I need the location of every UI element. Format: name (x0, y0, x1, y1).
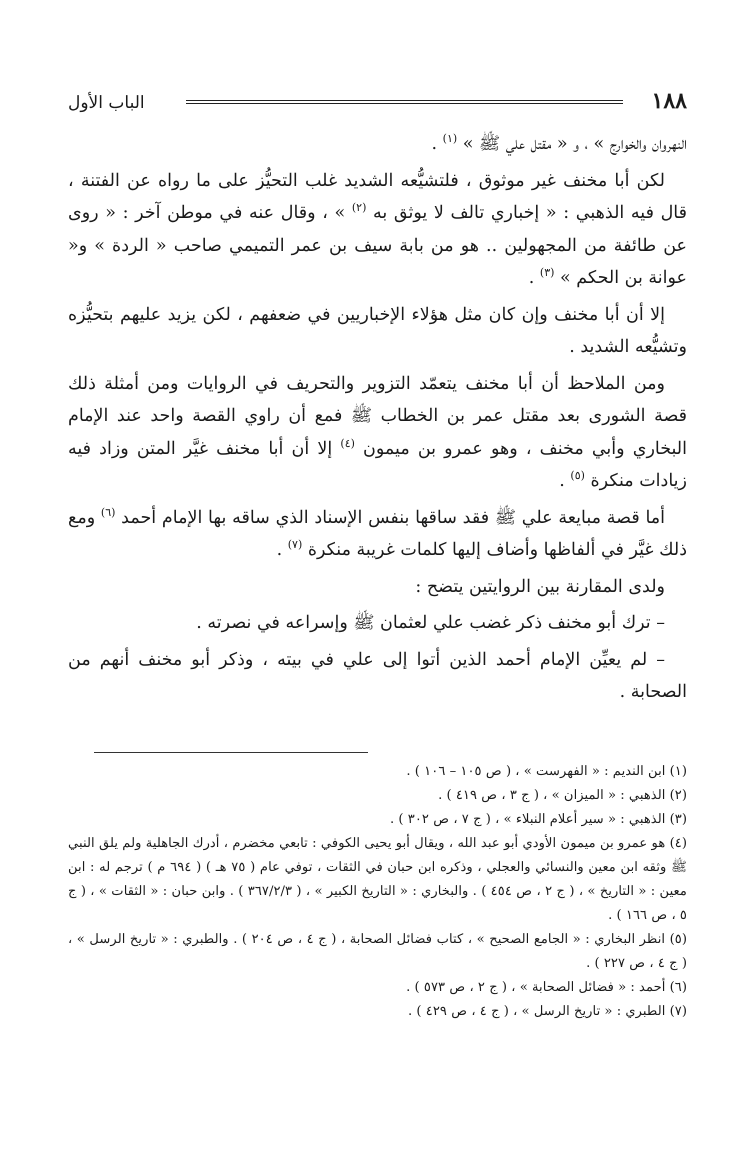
footnote-1: (١) ابن النديم : « الفهرست » ، ( ص ١٠٥ – ١٠٦ ) . (406, 764, 687, 779)
list-item-1: – ترك أبو مخنف ذكر غضب علي لعثمان ﷺ وإسراعه في نصرته . (196, 613, 665, 633)
footnote-ref-7: (٧) (287, 538, 303, 552)
chapter-title: الباب الأول (68, 93, 145, 113)
paragraph-1 (68, 128, 687, 161)
text-run: . (559, 471, 571, 491)
running-header (68, 86, 687, 120)
text-run: لكن أبا مخنف غير موثوق ، فلتشيُّعه الشديد غلب التحيُّز على ما رواه عن الفتنة ، قال فيه الذهبي : « إخباري تالف لا يوثق به (68, 170, 687, 223)
paragraph-5 (68, 502, 687, 567)
text-run: أما قصة مبايعة علي ﷺ فقد ساقها بنفس الإسناد الذي ساقه بها الإمام أحمد (115, 507, 666, 528)
paragraph-3 (68, 299, 687, 364)
footnote-5: (٥) انظر البخاري : « الجامع الصحيح » ، كتاب فضائل الصحابة ، ( ج ٤ ، ص ٢٠٤ ) . والطبري : « تاريخ الرسل » ، ( ج ٤ ، ص ٢٢٧ ) . (68, 932, 687, 971)
footnote-ref-4: (٤) (340, 436, 355, 450)
paragraph-6: ولدى المقارنة بين الروايتين يتضح : (415, 576, 665, 597)
paragraph-4 (68, 368, 687, 498)
list-item-2: – لم يعيِّن الإمام أحمد الذين أتوا إلى علي في بيته ، وذكر أبو مخنف أنهم من الصحابة . (68, 649, 687, 702)
footnote-ref-3: (٣) (539, 266, 555, 280)
text-run: . (276, 540, 288, 560)
text-run: . (431, 134, 443, 154)
text-run: . (528, 268, 540, 288)
text-run: إلا أن أبا مخنف وإن كان مثل هؤلاء الإخباريين في ضعفهم ، لكن يزيد عليهم بتحيُّزه وتشيُّعه الشديد . (68, 304, 687, 357)
main-text (68, 128, 687, 709)
footnote-ref-1: (١) (442, 132, 458, 146)
footnote-ref-2: (٢) (351, 201, 367, 215)
footnote-ref-6: (٦) (100, 505, 116, 519)
text-run: إلا أن أبا مخنف غيَّر المتن وزاد فيه زيادات منكرة (68, 438, 687, 491)
footnotes (68, 760, 687, 1024)
footnote-6: (٦) أحمد : « فضائل الصحابة » ، ( ج ٢ ، ص ٥٧٣ ) . (406, 980, 687, 995)
text-run: ومع ذلك غيَّر في ألفاظها وأضاف إليها كلمات غريبة منكرة (68, 507, 687, 560)
footnote-2: (٢) الذهبي : « الميزان » ، ( ج ٣ ، ص ٤١٩ ) . (438, 788, 687, 803)
footnote-3: (٣) الذهبي : « سير أعلام النبلاء » ، ( ج ٧ ، ص ٣٠٢ ) . (390, 812, 687, 827)
footnote-4: (٤) هو عمرو بن ميمون الأودي أبو عبد الله ، ويقال أبو يحيى الكوفي : تابعي مخضرم ، أدرك الجاهلية ولم يلق النبي ﷺ وثقه ابن معين والنسائي والعجلي ، وذكره ابن حبان في الثقات ، توفي عام ( ٧٥ هـ ) ( ٦٩٤ م ) ترجم له : ابن معين : « التاريخ » ، ( ج ٢ ، ص ٤٥٤ ) . والبخاري : « التاريخ الكبير » ، ( ٣٦٧/٢/٣ ) . وابن حبان : « الثقات » ، ( ج ٥ ، ص ١٦٦ ) . (68, 836, 687, 923)
footnote-separator (94, 752, 368, 753)
paragraph-2 (68, 165, 687, 295)
header-rule (186, 100, 623, 104)
footnote-ref-5: (٥) (570, 469, 585, 483)
page-number: ١٨٨ (651, 88, 687, 114)
footnote-7: (٧) الطبري : « تاريخ الرسل » ، ( ج ٤ ، ص ٤٢٩ ) . (408, 1004, 687, 1019)
text-run: » ، وقال عنه في موطن آخر : « روى عن طائفة من المجهولين .. هو من بابة سيف بن عمر التميمي صاحب « الردة » و« عوانة بن الحكم » (68, 203, 687, 288)
text-run: النهروان والخوارج » ، و « مقتل علي ﷺ » (457, 134, 687, 154)
text-run: ومن الملاحظ أن أبا مخنف يتعمّد التزوير والتحريف في الروايات ومن أمثلة ذلك قصة الشورى بعد مقتل عمر بن الخطاب ﷺ فمع أن راوي القصة واحد عند الإمام البخاري وأبي مخنف ، وهو عمرو بن ميمون (68, 373, 687, 459)
